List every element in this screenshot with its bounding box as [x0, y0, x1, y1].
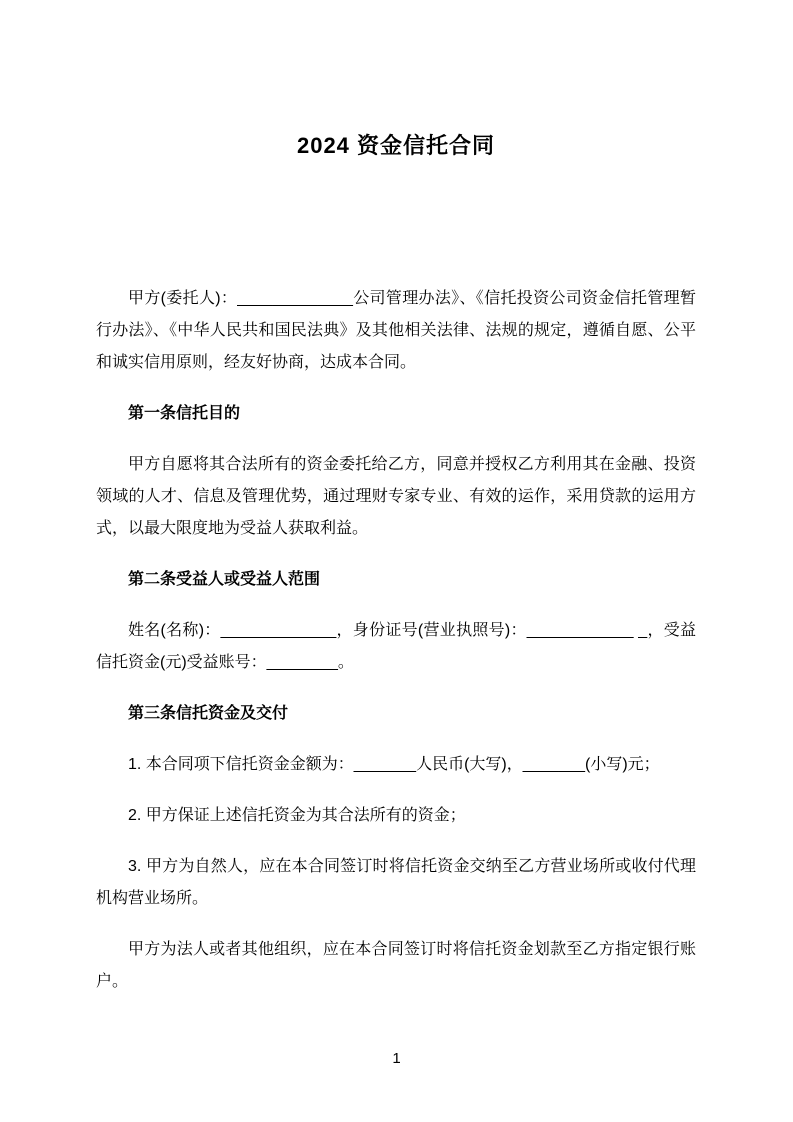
section-3-item-2: 2. 甲方保证上述信托资金为其合法所有的资金； — [128, 807, 466, 824]
document-content — [96, 131, 696, 1017]
section-3-paragraph: 甲方为法人或者其他组织，应在本合同签订时将信托资金划款至乙方指定银行账户。 — [96, 941, 696, 990]
intro-paragraph: 甲方(委托人)：_____________公司管理办法》、《信托投资公司资金信托管理暂行办法》、《中华人民共和国民法典》及其他相关法律、法规的规定，遵循自愿、公平和诚实信用原则，经友好协商，达成本合同。 — [96, 290, 696, 371]
section-1-heading: 第一条信托目的 — [128, 405, 241, 422]
section-2-heading: 第二条受益人或受益人范围 — [128, 571, 321, 588]
section-1-paragraph: 甲方自愿将其合法所有的资金委托给乙方，同意并授权乙方利用其在金融、投资领域的人才、信息及管理优势，通过理财专家专业、有效的运作，采用贷款的运用方式，以最大限度地为受益人获取利益。 — [96, 456, 696, 537]
section-2-paragraph: 姓名(名称)：_____________，身份证号(营业执照号)：____________ _，受益信托资金(元)受益账号：________。 — [96, 622, 696, 671]
page-number: 1 — [392, 1050, 401, 1067]
document-title: 2024 资金信托合同 — [296, 133, 496, 158]
section-3-item-1: 1. 本合同项下信托资金金额为：_______人民币(大写)，_______(小写)元； — [128, 756, 660, 773]
section-3-item-3: 3. 甲方为自然人，应在本合同签订时将信托资金交纳至乙方营业场所或收付代理机构营业场所。 — [96, 858, 696, 907]
section-3-heading: 第三条信托资金及交付 — [128, 705, 289, 722]
